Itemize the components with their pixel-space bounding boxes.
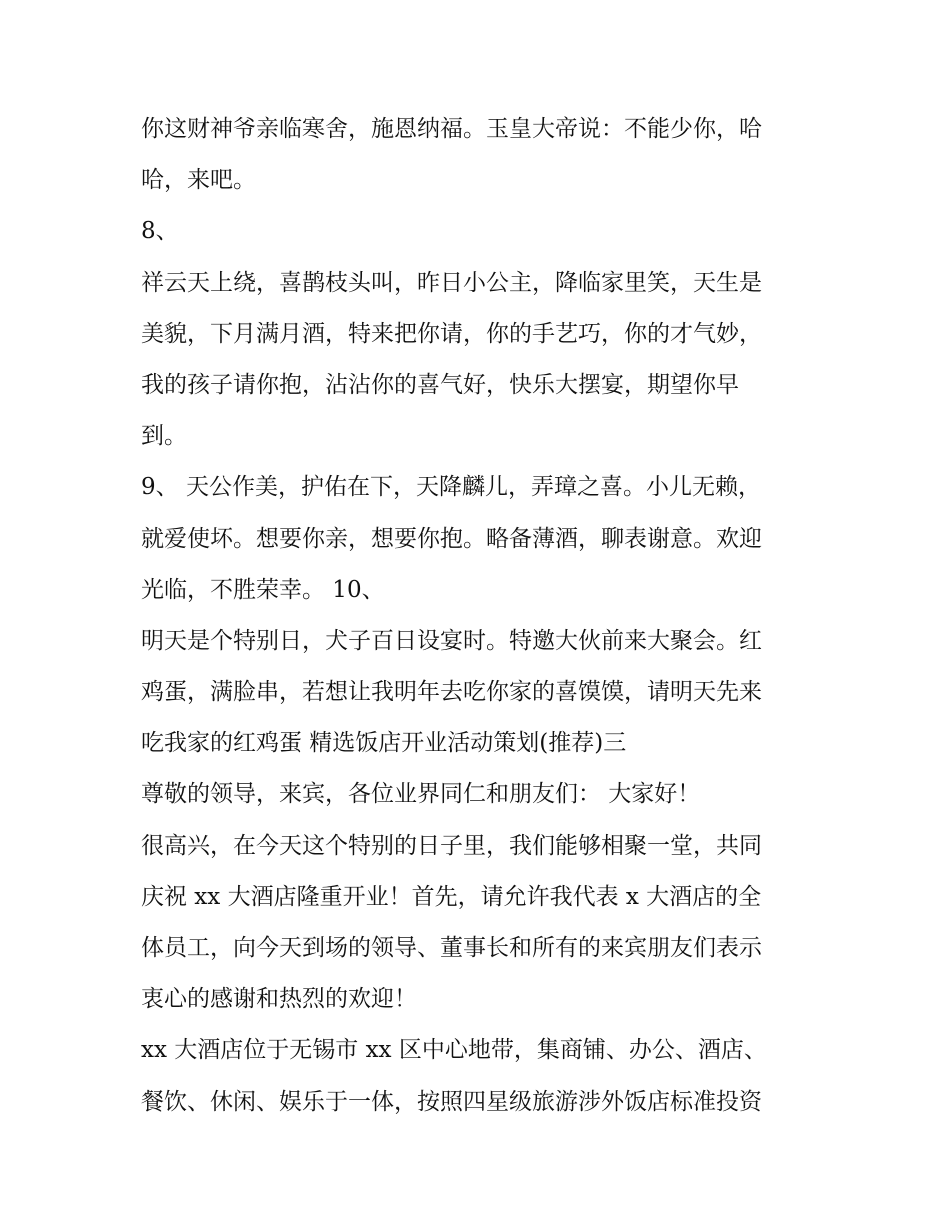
text-line: 庆祝 xx 大酒店隆重开业！首先，请允许我代表 x 大酒店的全 (141, 883, 762, 910)
text-line: xx 大酒店位于无锡市 xx 区中心地带，集商铺、办公、酒店、 (141, 1037, 767, 1064)
text-line: 吃我家的红鸡蛋 精选饭店开业活动策划(推荐)三 (141, 730, 627, 757)
text-line: 光临，不胜荣幸。 10、 (141, 576, 385, 603)
text-line: 祥云天上绕，喜鹊枝头叫，昨日小公主，降临家里笑，天生是 (141, 269, 762, 296)
text-line: 到。 (141, 423, 187, 450)
text-line: 8、 (141, 218, 179, 245)
text-line: 明天是个特别日，犬子百日设宴时。特邀大伙前来大聚会。红 (141, 627, 762, 654)
text-line: 我的孩子请你抱，沾沾你的喜气好，快乐大摆宴，期望你早 (141, 371, 739, 398)
text-line: 哈，来吧。 (141, 167, 256, 194)
text-line: 很高兴，在今天这个特别的日子里，我们能够相聚一堂，共同 (141, 832, 762, 859)
text-line: 尊敬的领导，来宾，各位业界同仁和朋友们： 大家好！ (141, 781, 701, 808)
text-line: 美貌，下月满月酒，特来把你请，你的手艺巧，你的才气妙， (141, 320, 762, 347)
text-line: 衷心的感谢和热烈的欢迎！ (141, 986, 417, 1013)
text-line: 9、 天公作美，护佑在下，天降麟儿，弄璋之喜。小儿无赖， (141, 474, 761, 501)
text-line: 你这财神爷亲临寒舍，施恩纳福。玉皇大帝说：不能少你，哈 (141, 116, 762, 142)
text-line: 鸡蛋，满脸串，若想让我明年去吃你家的喜馍馍，请明天先来 (141, 679, 762, 706)
text-line: 餐饮、休闲、娱乐于一体，按照四星级旅游涉外饭店标准投资 (141, 1088, 762, 1115)
document-body (141, 104, 821, 1128)
text-line: 就爱使坏。想要你亲，想要你抱。略备薄酒，聊表谢意。欢迎 (141, 525, 762, 552)
text-line: 体员工，向今天到场的领导、董事长和所有的来宾朋友们表示 (141, 935, 762, 961)
